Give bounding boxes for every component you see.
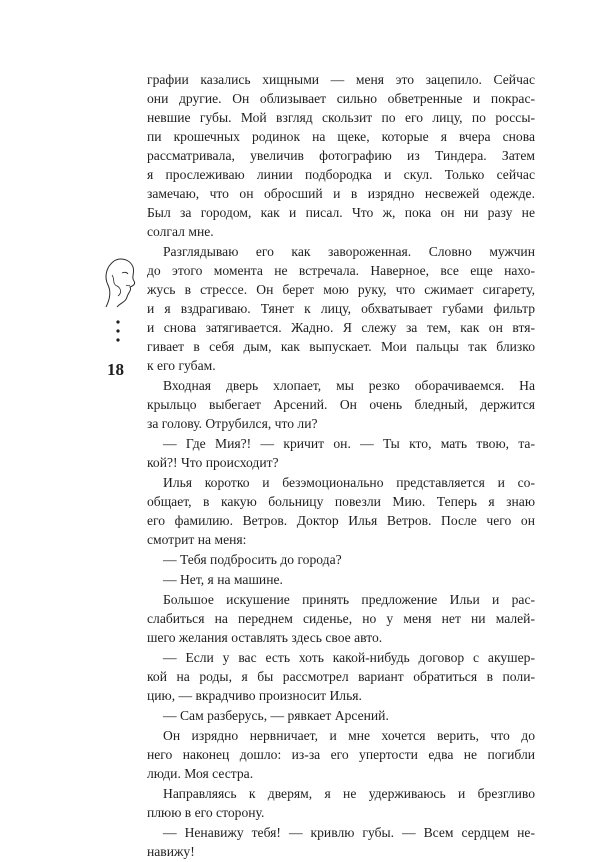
text-line: пи крошечных родинок на щеке, которые я вчера снова	[147, 129, 535, 144]
text-line: Разглядываю его как завороженная. Словно мужчин	[163, 244, 535, 259]
text-line: солгал мне.	[147, 224, 214, 239]
text-line: и я вздрагиваю. Тянет к лицу, обхватывает губами фильтр	[147, 301, 535, 316]
paragraph	[147, 784, 535, 822]
paragraph	[147, 550, 535, 569]
paragraph	[147, 590, 535, 647]
text-line: Направляясь к дверям, я не удерживаюсь и брезгливо	[163, 786, 535, 801]
text-line: Илья коротко и безэмоционально представляется и со-	[163, 475, 535, 490]
page-number: 18	[107, 360, 124, 379]
text-line: люди. Моя сестра.	[147, 766, 254, 781]
margin-dots	[113, 318, 123, 348]
paragraph	[147, 376, 535, 433]
text-line: и снова затягивается. Жадно. Я слежу за тем, как он втя-	[147, 320, 535, 335]
paragraph	[147, 648, 535, 705]
paragraph	[147, 70, 535, 241]
paragraph	[147, 473, 535, 549]
paragraph	[147, 570, 535, 589]
paragraph	[147, 434, 535, 472]
text-line: за голову. Отрубился, что ли?	[147, 416, 318, 431]
text-line: я прослеживаю линии подбородка и скул. Только сейчас	[147, 167, 535, 182]
body-text	[147, 70, 535, 862]
text-line: кой на роды, я бы рассмотрел вариант обратиться в поли-	[147, 669, 535, 684]
text-line: его фамилию. Ветров. Доктор Илья Ветров. После чего он	[147, 513, 535, 528]
paragraph	[147, 706, 535, 725]
text-line: кой?! Что происходит?	[147, 455, 279, 470]
text-line: графии казались хищными — меня это зацепило. Сейчас	[147, 72, 535, 87]
text-line: навижу!	[147, 844, 195, 859]
text-line: — Где Мия?! — кричит он. — Ты кто, мать твою, та-	[163, 436, 535, 451]
text-line: невшие губы. Мой взгляд скользит по его лицу, по россы-	[147, 110, 535, 125]
text-line: плюю в его сторону.	[147, 805, 265, 820]
text-line: Был за городом, как и писал. Что ж, пока он ни разу не	[147, 205, 535, 220]
text-line: замечаю, что он обросший и в изрядно несвежей одежде.	[147, 186, 535, 201]
text-line: шего желания оставлять здесь свое авто.	[147, 630, 383, 645]
paragraph	[147, 823, 535, 861]
text-line: крыльцо выбегает Арсений. Он очень бледный, держится	[147, 397, 535, 412]
paragraph	[147, 242, 535, 375]
text-line: смотрит на меня:	[147, 532, 247, 547]
face-sketch-icon	[100, 255, 142, 315]
text-line: они другие. Он облизывает сильно обветренные и покрас-	[147, 91, 535, 106]
text-line: Большое искушение принять предложение Ильи и рас-	[163, 592, 535, 607]
text-line: Он изрядно нервничает, и мне хочется верить, что до	[163, 728, 535, 743]
text-line: жусь в стрессе. Он берет мою руку, что сжимает сигарету,	[147, 282, 535, 297]
text-line: — Нет, я на машине.	[163, 572, 283, 587]
text-line: к его губам.	[147, 358, 216, 373]
text-line: — Если у вас есть хоть какой-нибудь договор с акушер-	[163, 650, 535, 665]
text-line: — Тебя подбросить до города?	[163, 552, 342, 567]
text-line: цию, — вкрадчиво произносит Илья.	[147, 688, 362, 703]
text-line: гивает в себя дым, как выпускает. Мои пальцы так близко	[147, 339, 535, 354]
text-line: Входная дверь хлопает, мы резко оборачиваемся. На	[163, 378, 535, 393]
text-line: — Ненавижу тебя! — кривлю губы. — Всем сердцем не-	[163, 825, 535, 840]
text-line: до этого момента не встречала. Наверное, все еще нахо-	[147, 263, 535, 278]
paragraph	[147, 726, 535, 783]
text-line: слабиться на переднем сиденье, но у меня нет ни малей-	[147, 611, 535, 626]
text-line: — Сам разберусь, — рявкает Арсений.	[163, 708, 389, 723]
text-line: общает, в какую больницу повезли Мию. Теперь я знаю	[147, 494, 535, 509]
text-line: рассматривала, увеличив фотографию из Тиндера. Затем	[147, 148, 535, 163]
text-line: него наконец дошло: из-за его упертости едва не погибли	[147, 747, 535, 762]
